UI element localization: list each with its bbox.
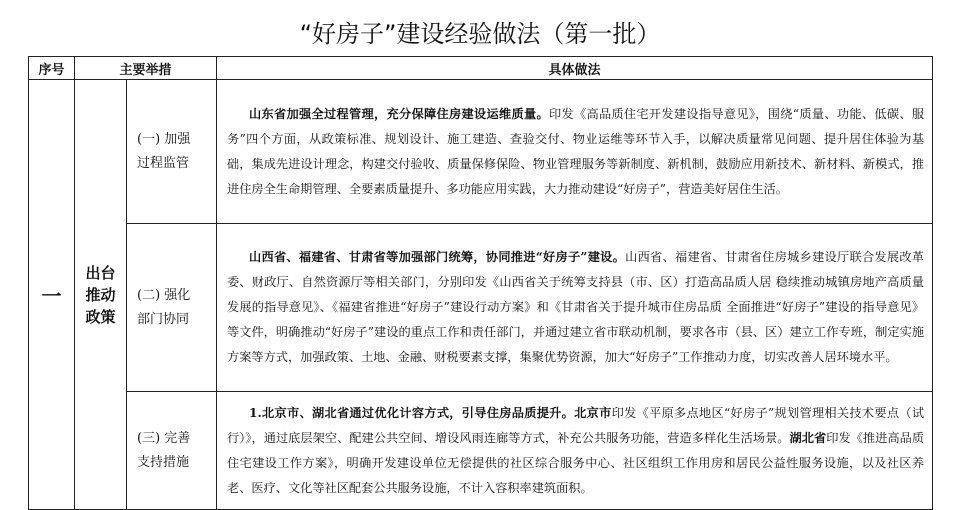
measure-line: 过程监管 [137, 155, 190, 171]
header-serial-number: 序号 [29, 57, 75, 80]
practice-city: 北京市 [574, 405, 612, 420]
header-specific-practices: 具体做法 [217, 57, 933, 80]
measure-department-coordination [127, 224, 217, 392]
practice-lead: 山西省、福建省、甘肃省等加强部门统筹，协同推进“好房子”建设。 [249, 250, 626, 264]
practices-table [28, 56, 933, 510]
category-line: 出台 [85, 263, 116, 282]
measure-support-measures [127, 392, 217, 510]
measure-line: (二) 强化 [137, 287, 191, 303]
section-category [75, 80, 127, 510]
section-number: 一 [29, 80, 75, 510]
practice-city: 湖北省 [789, 430, 827, 445]
measure-line: 支持措施 [137, 454, 190, 470]
category-line: 推动 [85, 285, 116, 304]
practice-body: 印发《高品质住宅开发建设指导意见》，围绕“质量、功能、低碳、服务”四个方面，从政策标准、规划设计、施工建造、查验交付、物业运维等环节入手，以解决质量常见问题、提升居住体验为基础，集成先进设计理念，构建交付验收、质量保修保险、物业管理服务等新制度、新机制，鼓励应用新技术、新材料、新模式，推进住房全生命期管理、全要素质量提升、多功能应用实践，大力推动建设“好房子”，营造美好居住生活。 [227, 106, 925, 196]
measure-line: (一) 加强 [137, 131, 191, 147]
practice-detail [217, 392, 933, 510]
practice-detail [217, 224, 933, 392]
measure-process-supervision [127, 80, 217, 224]
table-row [29, 80, 933, 224]
measure-line: (三) 完善 [137, 430, 191, 446]
table-row [29, 392, 933, 510]
practice-detail [217, 80, 933, 224]
table-row [29, 224, 933, 392]
practice-lead: 山东省加强全过程管理，充分保障住房建设运维质量。 [249, 106, 549, 121]
table-header-row [29, 57, 933, 80]
practice-body: 印发《平原多点地区“好房子”规划管理相关技术要点（试行）》，通过底层架空、配建公共空间、增设风雨连廊等方式，补充公共服务功能，营造多样化生活场景。 [227, 405, 925, 445]
practice-body: 印发《推进高品质住宅建设工作方案》，明确开发建设单位无偿提供的社区综合服务中心、社区组织工作用房和居民公益性服务设施，以及社区养老、医疗、文化等社区配套公共服务设施，不计入容积率建筑面积。 [227, 430, 925, 495]
page-title: “好房子”建设经验做法（第一批） [299, 20, 661, 48]
header-main-measures: 主要举措 [75, 57, 217, 80]
practice-body: 山西省、福建省、甘肃省住房城乡建设厅联合发展改革委、财政厅、自然资源厅等相关部门，分别印发《山西省关于统筹支持县（市、区）打造高品质人居 稳续推动城镇房地产高质量发展的指导意见》、《福建省推进“好房子”建设行动方案》和《甘肃省关于提升城市住房品质 全面推进“好房子”建设的指导意见》等文件，明确推动“好房子”建设的重点工作和责任部门，并通过建立省市联动机制，要求各市（县、区）建立工作专班，制定实施方案等方式，加强政策、土地、金融、财税要素支撑，集聚优势资源，加大“好房子”工作推动力度，切实改善人居环境水平。 [227, 250, 925, 364]
measure-line: 部门协同 [137, 311, 190, 327]
practice-lead: 1.北京市、湖北省通过优化计容方式，引导住房品质提升。 [249, 405, 575, 420]
category-line: 政策 [85, 307, 116, 326]
